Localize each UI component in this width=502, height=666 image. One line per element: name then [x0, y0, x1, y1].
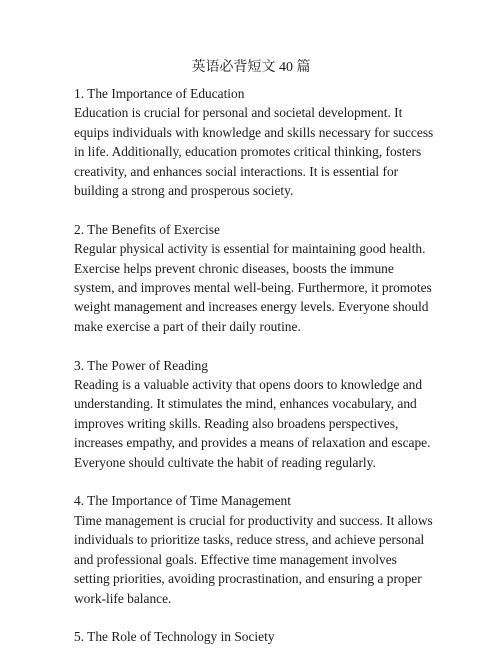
section-body: Education is crucial for personal and societal development. It equips individuals with knowledge and skills necessary for success in life. Additionally, education promotes critical thinking, fosters creativity, and enhances social interactions. It is essential for building a strong and prosperous society. [74, 105, 434, 199]
section-technology [74, 627, 434, 646]
section-reading [74, 356, 434, 472]
section-heading: 5. The Role of Technology in Society [74, 629, 275, 645]
document-content [74, 84, 434, 666]
document-title: 英语必背短文 40 篇 [191, 60, 311, 75]
section-education [74, 84, 434, 200]
section-body: Time management is crucial for productivity and success. It allows individuals to prioritize tasks, reduce stress, and achieve personal and professional goals. Effective time management involves setting priorities, avoiding procrastination, and ensuring a proper work-life balance. [74, 512, 433, 606]
section-heading: 2. The Benefits of Exercise [74, 221, 220, 237]
section-body: Regular physical activity is essential for maintaining good health. Exercise helps prevent chronic diseases, boosts the immune system, and improves mental well-being. Furthermore, it promotes weight management and increases energy levels. Everyone should make exercise a part of their daily routine. [74, 241, 432, 334]
section-time-management [74, 491, 434, 607]
section-body: Reading is a valuable activity that opens doors to knowledge and understanding. It stimulates the mind, enhances vocabulary, and improves writing skills. Reading also broadens perspectives, increases empathy, and provides a means of relaxation and escape. Everyone should cultivate the habit of reading regularly. [74, 377, 431, 470]
section-heading: 4. The Importance of Time Management [74, 493, 291, 509]
section-heading: 3. The Power of Reading [74, 357, 209, 373]
section-heading: 1. The Importance of Education [74, 86, 245, 101]
section-exercise [74, 220, 434, 336]
